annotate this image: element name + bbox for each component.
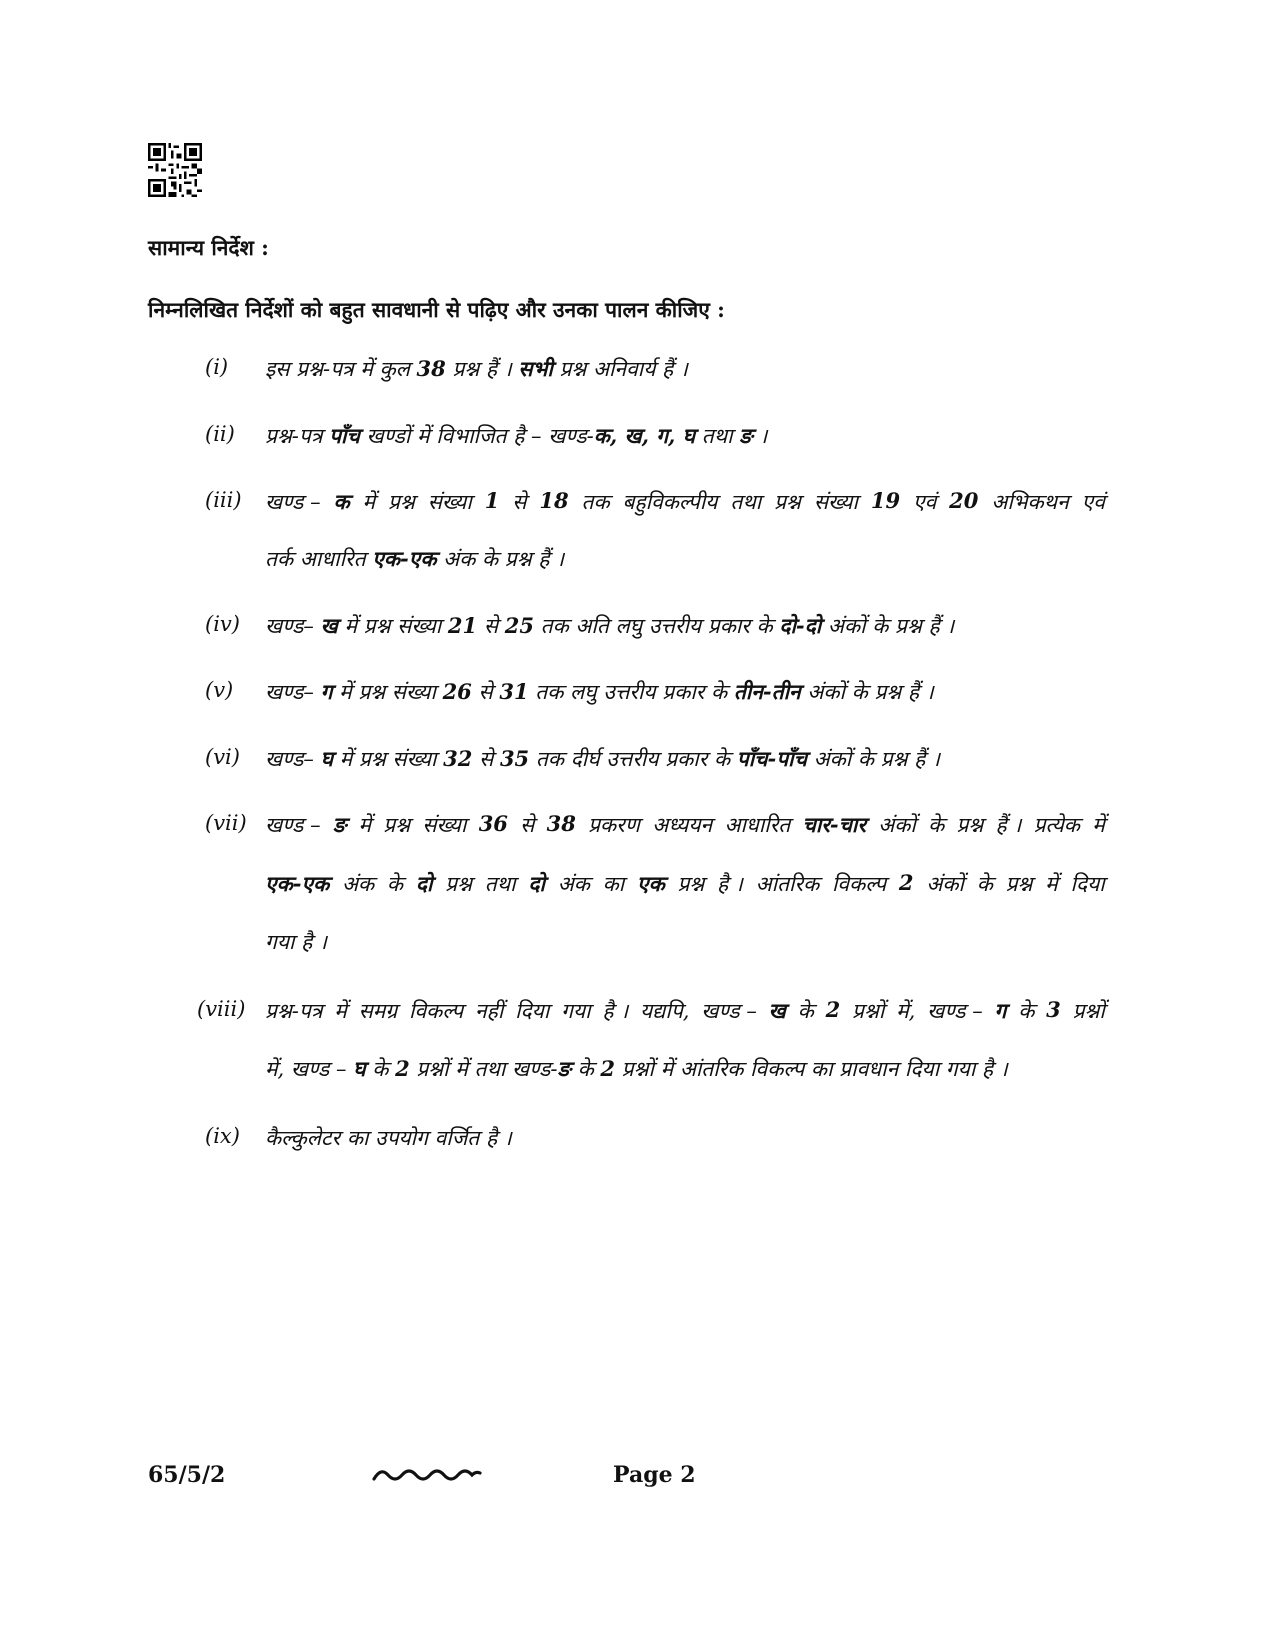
page-number: Page 2 [613,1462,696,1488]
qr-code [148,143,202,197]
item-text: प्रश्न-पत्र में समग्र विकल्प नहीं दिया गया है । यद्यपि, खण्ड – ख के 2 प्रश्नों में, खण्ड – ग के 3 प्रश्नों [265,997,1105,1023]
item-number: (ii) [205,422,235,446]
item-number: (vi) [205,745,240,769]
paper-code: 65/5/2 [148,1462,226,1488]
item-number: (iii) [205,488,242,512]
item-text: खण्ड – ङ में प्रश्न संख्या 36 से 38 प्रकरण अध्ययन आधारित चार-चार अंकों के प्रश्न हैं । प्रत्येक में [265,811,1105,837]
wave-ornament-icon [372,1463,482,1487]
item-text: कैल्कुलेटर का उपयोग वर्जित है । [265,1126,512,1150]
item-text: में, खण्ड – घ के 2 प्रश्नों में तथा खण्ड-ङ के 2 प्रश्नों में आंतरिक विकल्प का प्रावधान दिया गया है । [265,1056,1008,1081]
item-text: खण्ड– ग में प्रश्न संख्या 26 से 31 तक लघु उत्तरीय प्रकार के तीन-तीन अंकों के प्रश्न हैं । [265,679,934,704]
item-number: (ix) [205,1124,240,1148]
item-number: (iv) [205,612,240,636]
item-text: एक-एक अंक के दो प्रश्न तथा दो अंक का एक प्रश्न है । आंतरिक विकल्प 2 अंकों के प्रश्न में दिया [265,870,1105,896]
item-text: खण्ड– घ में प्रश्न संख्या 32 से 35 तक दीर्घ उत्तरीय प्रकार के पाँच-पाँच अंकों के प्रश्न हैं । [265,746,940,771]
item-text: तर्क आधारित एक-एक अंक के प्रश्न हैं । [265,546,565,571]
item-number: (i) [205,355,229,379]
item-text: प्रश्न-पत्र पाँच खण्डों में विभाजित है – खण्ड-क, ख, ग, घ तथा ङ । [265,423,768,448]
instructions-lead-text: निम्नलिखित निर्देशों को बहुत सावधानी से पढ़िए और उनका पालन कीजिए : [148,297,725,322]
item-text: इस प्रश्न-पत्र में कुल 38 प्रश्न हैं । सभी प्रश्न अनिवार्य हैं । [265,356,688,381]
item-number: (viii) [197,997,246,1021]
general-instructions-heading: सामान्य निर्देश : [148,235,269,260]
item-number: (v) [205,678,234,702]
item-text: गया है । [265,930,327,954]
item-number: (vii) [205,811,247,835]
item-text: खण्ड– ख में प्रश्न संख्या 21 से 25 तक अति लघु उत्तरीय प्रकार के दो-दो अंकों के प्रश्न हैं । [265,613,955,638]
item-text: खण्ड – क में प्रश्न संख्या 1 से 18 तक बहुविकल्पीय तथा प्रश्न संख्या 19 एवं 20 अभिकथन एवं [265,488,1105,514]
